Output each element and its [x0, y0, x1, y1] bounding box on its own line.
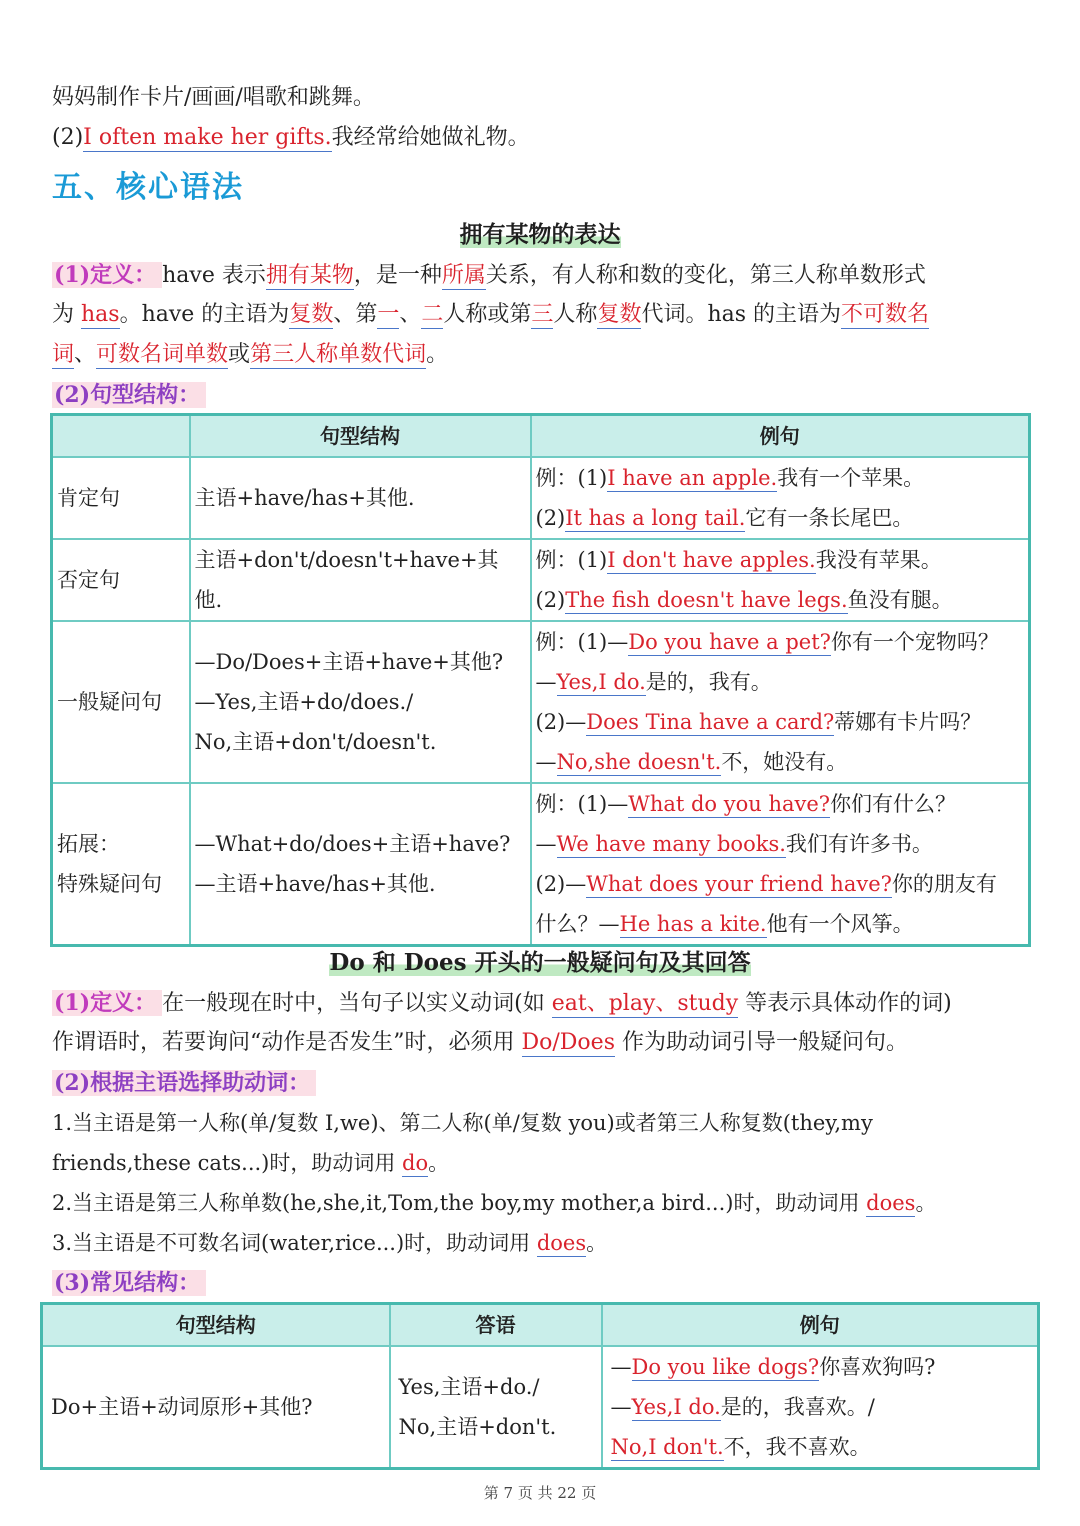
structure-heading: (3)常见结构： [52, 1263, 1032, 1304]
table-header: 例句 [602, 1304, 1039, 1347]
common-structure-table [40, 1302, 1040, 1470]
definition-line: 词、可数名词单数或第三人称单数代词。 [52, 342, 449, 367]
definition-line: 为 has。have 的主语为复数、第一、二人称或第三人称复数代词。has 的主语为不可数名 [52, 302, 930, 327]
table-row: 一般疑问句 —Do/Does+主语+have+其他? —Yes,主语+do/does./ No,主语+don't/doesn't. 例：(1)—Do you have a pet?你有一个宠物吗？ —Yes,I do.是的，我有。 (2)—Does Tina have a card?蒂娜有卡片吗？ —No,she doesn't.不，她没有。 [52, 621, 1030, 783]
table-row: 拓展： 特殊疑问句 —What+do/does+主语+have? —主语+have/has+其他. 例：(1)—What do you have?你们有什么？ —We have many books.我们有许多书。 (2)—What does your friend have?你的朋友有 什么？—He has a kite.他有一个风筝。 [52, 783, 1030, 946]
definition-line: (1)定义： 在一般现在时中，当句子以实义动词(如 eat、play、study 等表示具体动作的词) [54, 990, 952, 1016]
definition-line: 作谓语时，若要询问“动作是否发生”时，必须用 Do/Does 作为助动词引导一般疑问句。 [52, 1030, 908, 1055]
rule-line: 1.当主语是第一人称(单/复数 I,we)、第二人称(单/复数 you)或者第三人称复数(they,my [52, 1111, 873, 1135]
structure-heading: (2)句型结构： [52, 375, 1032, 416]
rule-line: 2.当主语是第三人称单数(he,she,it,Tom,the boy,my mother,a bird...)时，助动词用 does。 [52, 1191, 937, 1215]
definition-line: (1)定义： have 表示拥有某物，是一种所属关系，有人称和数的变化，第三人称单数形式 [54, 262, 926, 288]
sentence-structure-table [50, 413, 1031, 947]
table-header: 句型结构 [42, 1304, 390, 1347]
section-title: 五、核心语法 [52, 170, 244, 205]
table-header: 例句 [531, 415, 1030, 458]
table-row: 否定句 主语+don't/doesn't+have+其他. 例：(1)I don't have apples.我没有苹果。 (2)The fish doesn't have legs.鱼没有腿。 [52, 539, 1030, 621]
answer-text: I often make her gifts. [83, 125, 332, 150]
table-row: Do+主语+动词原形+其他? Yes,主语+do./ No,主语+don't. —Do you like dogs?你喜欢狗吗? —Yes,I do.是的，我喜欢。/ No,I don't.不，我不喜欢。 [42, 1346, 1039, 1469]
definition-tag: (1)定义： [52, 262, 162, 288]
table-header: 答语 [390, 1304, 602, 1347]
topic-title: Do 和 Does 开头的一般疑问句及其回答 [329, 949, 751, 976]
structure-heading: (2)根据主语选择助动词： [52, 1063, 1032, 1104]
rule-line: friends,these cats...)时，助动词用 do。 [52, 1151, 450, 1175]
text-line: 妈妈制作卡片/画画/唱歌和跳舞。 [52, 85, 375, 110]
table-header [52, 415, 190, 458]
item-number: (2) [52, 125, 84, 150]
translation: 我经常给她做礼物。 [331, 125, 530, 150]
table-header: 句型结构 [190, 415, 531, 458]
rule-line: 3.当主语是不可数名词(water,rice...)时，助动词用 does。 [52, 1231, 608, 1255]
topic-title: 拥有某物的表达 [459, 221, 621, 248]
table-row: 肯定句 主语+have/has+其他. 例：(1)I have an apple.我有一个苹果。 (2)It has a long tail.它有一条长尾巴。 [52, 457, 1030, 539]
page-footer: 第 7 页 共 22 页 [483, 1484, 597, 1502]
text-line [52, 118, 1032, 158]
